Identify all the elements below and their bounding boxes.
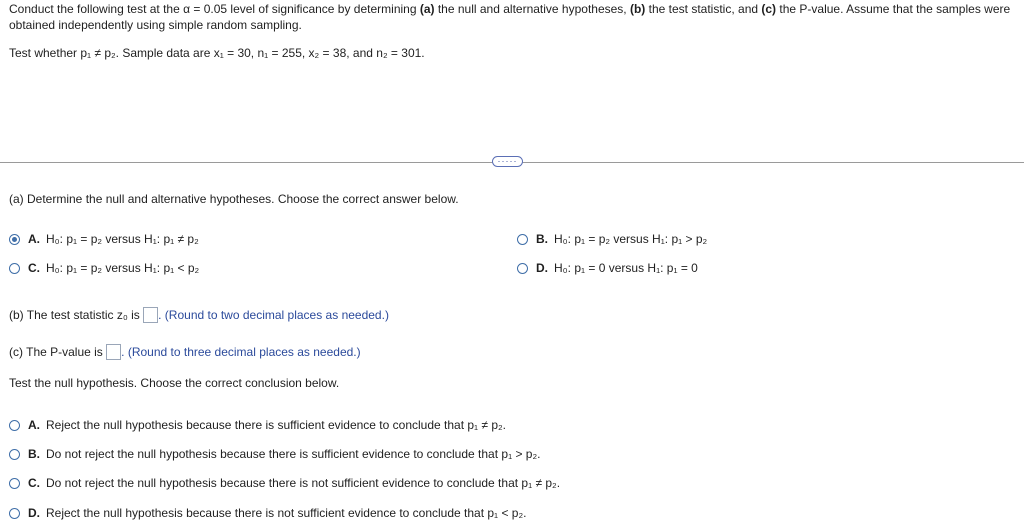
part-b-row [9,307,389,323]
hypothesis-option-b[interactable]: B. H₀: p₁ = p₂ versus H₁: p₁ > p₂ [517,232,707,246]
conclusion-option-c[interactable]: C. Do not reject the null hypothesis because there is not sufficient evidence to conclude that p₁ ≠ p₂. [9,476,560,490]
radio-button[interactable] [9,263,20,274]
conclusion-option-a[interactable]: A. Reject the null hypothesis because there is sufficient evidence to conclude that p₁ ≠ p₂. [9,418,506,432]
radio-button[interactable] [9,449,20,460]
hypothesis-option-a[interactable]: A. H₀: p₁ = p₂ versus H₁: p₁ ≠ p₂ [9,232,199,246]
radio-button[interactable] [517,234,528,245]
radio-button[interactable] [9,508,20,519]
part-a-prompt: (a) Determine the null and alternative hypotheses. Choose the correct answer below. [9,192,459,206]
question-intro: Conduct the following test at the α = 0.05 level of significance by determining (a) the null and alternative hypotheses, (b) the test statistic, and (c) the P-value. Assume that the samples were obtained independently using simple random sampling. [9,2,1011,32]
conclusion-prompt: Test the null hypothesis. Choose the correct conclusion below. [9,376,340,390]
radio-button[interactable] [517,263,528,274]
hypothesis-option-d[interactable]: D. H₀: p₁ = 0 versus H₁: p₁ = 0 [517,261,698,275]
part-c-hint: . (Round to three decimal places as needed.) [121,345,361,359]
part-b-label: (b) The test statistic z₀ is [9,308,140,322]
part-b-hint: . (Round to two decimal places as needed.) [158,308,389,322]
radio-button[interactable] [9,478,20,489]
test-statistic-input[interactable] [143,307,158,323]
p-value-input[interactable] [106,344,121,360]
conclusion-option-d[interactable]: D. Reject the null hypothesis because there is not sufficient evidence to conclude that p₁ < p₂. [9,506,526,520]
test-statement: Test whether p₁ ≠ p₂. Sample data are x₁ = 30, n₁ = 255, x₂ = 38, and n₂ = 301. [9,46,425,60]
more-options-button[interactable]: ····· [492,156,523,167]
hypothesis-option-c[interactable]: C. H₀: p₁ = p₂ versus H₁: p₁ < p₂ [9,261,199,275]
part-c-label: (c) The P-value is [9,345,103,359]
radio-button[interactable] [9,420,20,431]
radio-button-selected[interactable] [9,234,20,245]
part-c-row [9,344,361,360]
conclusion-option-b[interactable]: B. Do not reject the null hypothesis because there is sufficient evidence to conclude that p₁ > p₂. [9,447,540,461]
